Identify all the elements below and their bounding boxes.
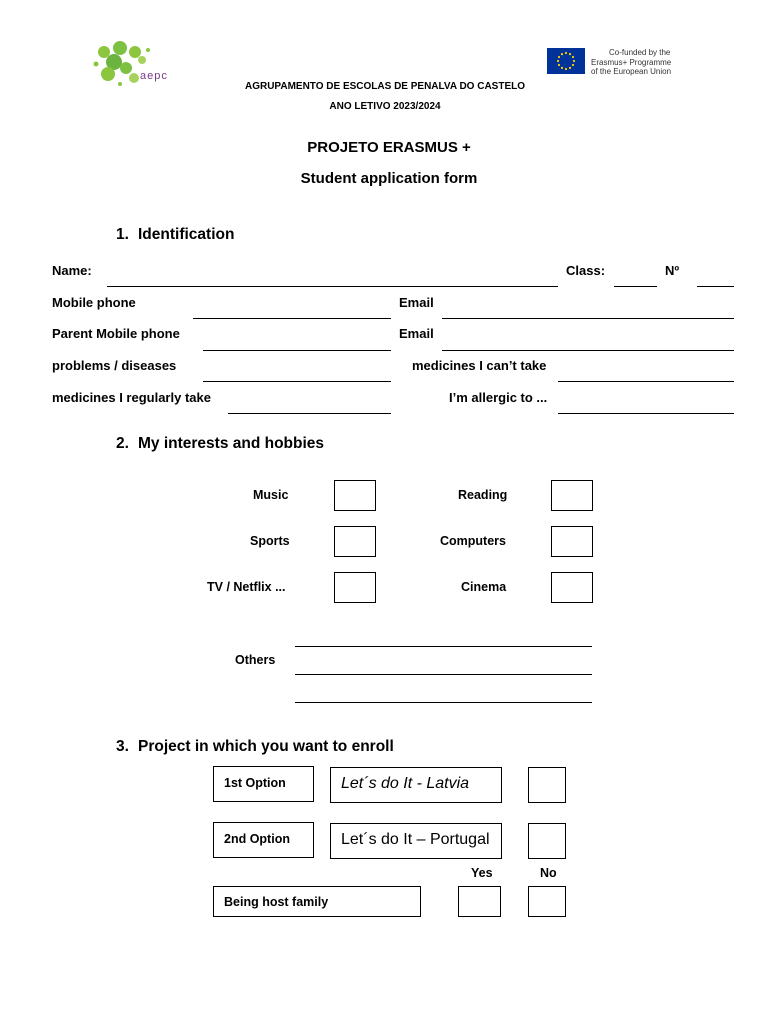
eu-text-line1: Co-funded by the [609,48,671,57]
hobby-computers-label: Computers [440,534,506,548]
parent-email-label: Email [399,326,434,341]
mobile-phone-label: Mobile phone [52,295,136,310]
host-family-yes-checkbox[interactable] [458,886,501,917]
hobby-music-label: Music [253,488,289,502]
medicines-cant-label: medicines I can’t take [412,358,547,373]
eu-text-line3: of the European Union [591,67,672,76]
others-field-line3[interactable] [295,702,592,703]
logo-text: aepc [140,70,168,82]
hobby-computers-checkbox[interactable] [551,526,593,557]
first-option-checkbox[interactable] [528,767,566,803]
section-number: 3. [116,738,129,755]
section-title: Identification [138,226,235,243]
project-title: PROJETO ERASMUS + [307,139,471,156]
hobby-sports-label: Sports [250,534,290,548]
section-identification-heading [116,226,234,244]
section-number: 1. [116,226,129,243]
medicines-regular-field[interactable] [228,413,391,414]
form-title: Student application form [300,170,478,187]
medicines-regular-label: medicines I regularly take [52,390,211,405]
mobile-phone-field[interactable] [193,318,391,319]
first-option-label: 1st Option [213,766,314,802]
problems-field[interactable] [203,381,391,382]
parent-email-field[interactable] [442,350,734,351]
parent-mobile-field[interactable] [203,350,391,351]
others-field-line2[interactable] [295,674,592,675]
name-field[interactable] [107,286,558,287]
section-hobbies-heading [116,435,324,453]
eu-logo [547,48,677,78]
yes-label: Yes [471,866,493,880]
second-option-checkbox[interactable] [528,823,566,859]
hobby-music-checkbox[interactable] [334,480,376,511]
hobby-reading-label: Reading [458,488,508,502]
parent-mobile-label: Parent Mobile phone [52,326,180,341]
allergic-field[interactable] [558,413,734,414]
hobby-tv-checkbox[interactable] [334,572,376,603]
problems-label: problems / diseases [52,358,177,373]
name-label: Name: [52,263,92,278]
host-family-no-checkbox[interactable] [528,886,566,917]
student-number-label: Nº [665,263,680,278]
hobby-tv-label: TV / Netflix ... [207,580,286,594]
section-number: 2. [116,435,129,452]
class-field[interactable] [614,286,657,287]
hobby-reading-checkbox[interactable] [551,480,593,511]
hobby-sports-checkbox[interactable] [334,526,376,557]
class-label: Class: [566,263,606,278]
email-label: Email [399,295,434,310]
host-family-label: Being host family [213,886,421,917]
hobby-cinema-checkbox[interactable] [551,572,593,603]
eu-text-line2: Erasmus+ Programme [591,57,672,67]
hobby-cinema-label: Cinema [461,580,507,594]
others-field-line1[interactable] [295,646,592,647]
section-title: My interests and hobbies [138,435,325,452]
school-year: ANO LETIVO 2023/2024 [329,101,441,112]
email-field[interactable] [442,318,734,319]
student-number-field[interactable] [697,286,734,287]
second-option-label: 2nd Option [213,822,314,858]
no-label: No [540,866,557,880]
section-title: Project in which you want to enroll [138,738,394,755]
first-option-project: Let´s do It - Latvia [330,767,502,803]
eu-text [591,48,671,77]
hobby-others-label: Others [235,653,276,667]
school-name: AGRUPAMENTO DE ESCOLAS DE PENALVA DO CASTELO [244,81,526,92]
allergic-label: I’m allergic to ... [449,390,548,405]
medicines-cant-field[interactable] [558,381,734,382]
eu-flag-icon [547,48,585,74]
second-option-project: Let´s do It – Portugal [330,823,502,859]
section-project-heading [116,738,394,756]
